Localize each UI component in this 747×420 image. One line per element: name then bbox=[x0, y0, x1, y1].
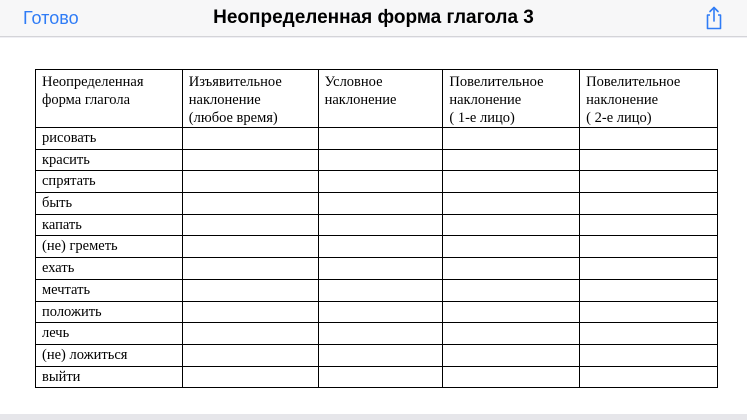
empty-cell bbox=[182, 214, 318, 236]
document-page bbox=[0, 38, 747, 414]
empty-cell bbox=[182, 344, 318, 366]
empty-cell bbox=[580, 279, 718, 301]
table-row bbox=[36, 193, 718, 215]
empty-cell bbox=[443, 171, 580, 193]
empty-cell bbox=[580, 236, 718, 258]
empty-cell bbox=[443, 236, 580, 258]
table-row bbox=[36, 344, 718, 366]
empty-cell bbox=[443, 301, 580, 323]
table-row bbox=[36, 149, 718, 171]
empty-cell bbox=[182, 258, 318, 280]
empty-cell bbox=[443, 258, 580, 280]
empty-cell bbox=[318, 258, 443, 280]
verb-cell: (не) греметь bbox=[36, 236, 183, 258]
empty-cell bbox=[182, 323, 318, 345]
empty-cell bbox=[580, 301, 718, 323]
verb-cell: спрятать bbox=[36, 171, 183, 193]
table-row bbox=[36, 171, 718, 193]
table-row bbox=[36, 323, 718, 345]
column-header-imperative-1st: Повелительное наклонение ( 1-е лицо) bbox=[443, 70, 580, 128]
empty-cell bbox=[443, 214, 580, 236]
empty-cell bbox=[443, 279, 580, 301]
empty-cell bbox=[443, 128, 580, 150]
verb-cell: капать bbox=[36, 214, 183, 236]
empty-cell bbox=[443, 344, 580, 366]
table-row bbox=[36, 214, 718, 236]
empty-cell bbox=[182, 128, 318, 150]
empty-cell bbox=[580, 258, 718, 280]
empty-cell bbox=[580, 366, 718, 388]
table-row bbox=[36, 279, 718, 301]
empty-cell bbox=[182, 149, 318, 171]
verb-cell: положить bbox=[36, 301, 183, 323]
navigation-bar bbox=[0, 0, 747, 37]
empty-cell bbox=[443, 323, 580, 345]
empty-cell bbox=[182, 366, 318, 388]
empty-cell bbox=[318, 214, 443, 236]
empty-cell bbox=[443, 366, 580, 388]
table-row bbox=[36, 301, 718, 323]
share-icon bbox=[703, 6, 725, 30]
verb-cell: рисовать bbox=[36, 128, 183, 150]
empty-cell bbox=[443, 193, 580, 215]
bottom-strip bbox=[0, 414, 747, 420]
column-header-indicative: Изъявительное наклонение (любое время) bbox=[182, 70, 318, 128]
done-button[interactable]: Готово bbox=[23, 8, 79, 28]
table-row bbox=[36, 236, 718, 258]
empty-cell bbox=[182, 193, 318, 215]
empty-cell bbox=[318, 301, 443, 323]
empty-cell bbox=[182, 279, 318, 301]
empty-cell bbox=[580, 128, 718, 150]
empty-cell bbox=[318, 149, 443, 171]
empty-cell bbox=[580, 149, 718, 171]
empty-cell bbox=[318, 279, 443, 301]
empty-cell bbox=[318, 193, 443, 215]
empty-cell bbox=[318, 323, 443, 345]
empty-cell bbox=[182, 171, 318, 193]
empty-cell bbox=[580, 344, 718, 366]
verb-cell: быть bbox=[36, 193, 183, 215]
empty-cell bbox=[443, 149, 580, 171]
table-row bbox=[36, 366, 718, 388]
empty-cell bbox=[318, 128, 443, 150]
column-header-infinitive: Неопределенная форма глагола bbox=[36, 70, 183, 128]
verb-cell: (не) ложиться bbox=[36, 344, 183, 366]
table-row bbox=[36, 128, 718, 150]
share-button[interactable] bbox=[703, 6, 725, 30]
verb-cell: лечь bbox=[36, 323, 183, 345]
empty-cell bbox=[580, 323, 718, 345]
verb-cell: мечтать bbox=[36, 279, 183, 301]
column-header-conditional: Условное наклонение bbox=[318, 70, 443, 128]
verb-cell: красить bbox=[36, 149, 183, 171]
empty-cell bbox=[182, 236, 318, 258]
empty-cell bbox=[318, 171, 443, 193]
empty-cell bbox=[318, 344, 443, 366]
empty-cell bbox=[580, 193, 718, 215]
empty-cell bbox=[318, 236, 443, 258]
empty-cell bbox=[580, 171, 718, 193]
page-title: Неопределенная форма глагола 3 bbox=[213, 7, 534, 28]
column-header-imperative-2nd: Повелительное наклонение ( 2-е лицо) bbox=[580, 70, 718, 128]
verb-cell: ехать bbox=[36, 258, 183, 280]
verb-cell: выйти bbox=[36, 366, 183, 388]
table-row bbox=[36, 258, 718, 280]
table-header-row bbox=[36, 70, 718, 128]
empty-cell bbox=[318, 366, 443, 388]
empty-cell bbox=[182, 301, 318, 323]
verb-forms-table bbox=[35, 69, 718, 388]
empty-cell bbox=[580, 214, 718, 236]
